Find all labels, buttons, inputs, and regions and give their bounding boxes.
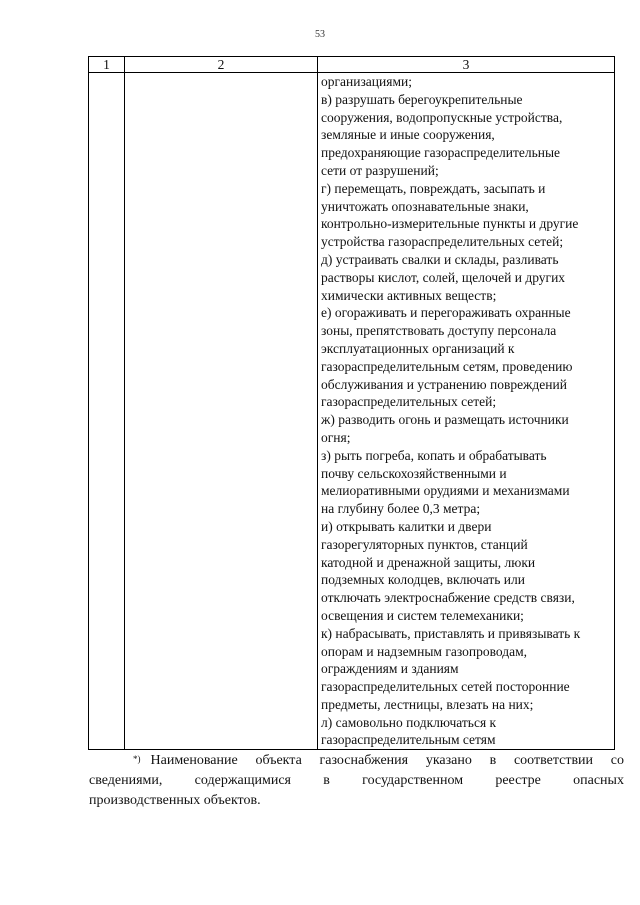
footnote-word: содержащимися	[194, 773, 291, 788]
footnote-word: опасных	[573, 773, 624, 788]
table-header-row	[89, 57, 615, 73]
footnote-word: сведениями,	[89, 773, 163, 788]
text-line: предметы, лестницы, влезать на них;	[321, 696, 534, 712]
text-line: освещения и систем телемеханики;	[321, 607, 524, 623]
text-line: на глубину более 0,3 метра;	[321, 501, 481, 517]
text-line: организациями;	[321, 74, 412, 89]
footnote-word	[133, 751, 238, 771]
footnote-line: производственных объектов.	[89, 793, 261, 808]
footnote-word: в	[323, 773, 330, 788]
footnote-word: реестре	[495, 773, 541, 788]
footnote-word: Наименование	[150, 753, 238, 768]
text-line: зоны, препятствовать доступу персонала	[321, 323, 557, 339]
text-line: г) перемещать, повреждать, засыпать и	[321, 180, 546, 196]
cell-column-3	[318, 73, 615, 750]
column-header-3: 3	[318, 57, 615, 73]
text-line: ограждениям и зданиям	[321, 661, 459, 677]
footnote-word: в	[489, 753, 497, 768]
text-line: мелиоративными орудиями и механизмами	[321, 483, 570, 499]
footnote-word: объекта	[255, 753, 302, 768]
column-header-2: 2	[125, 57, 318, 73]
page-number: 53	[315, 29, 325, 40]
footnote-line	[89, 771, 624, 791]
text-line: сети от разрушений;	[321, 162, 439, 178]
table-row	[89, 73, 615, 750]
text-line: в) разрушать берегоукрепительные	[321, 91, 523, 107]
text-line: эксплуатационных организаций к	[321, 340, 515, 356]
footnote-word: газоснабжения	[319, 753, 409, 768]
text-line: газораспределительных сетей;	[321, 394, 497, 410]
footnote-word: со	[610, 753, 624, 768]
text-line: д) устраивать свалки и склады, разливать	[321, 251, 559, 267]
text-line: уничтожать опознавательные знаки,	[321, 198, 529, 214]
text-line: сооружения, водопропускные устройства,	[321, 109, 563, 125]
text-line: устройства газораспределительных сетей;	[321, 234, 564, 250]
text-line: отключать электроснабжение средств связи,	[321, 590, 575, 606]
cell-column-1	[89, 73, 125, 750]
text-line: газораспределительным сетям	[321, 732, 496, 748]
text-line: и) открывать калитки и двери	[321, 518, 492, 534]
text-line: л) самовольно подключаться к	[321, 714, 497, 730]
text-line: газораспределительных сетей посторонние	[321, 679, 570, 695]
requirements-table	[88, 56, 615, 750]
text-line: почву сельскохозяйственными и	[321, 465, 507, 481]
text-line: к) набрасывать, приставлять и привязывать к	[321, 625, 581, 641]
text-line: газорегуляторных пунктов, станций	[321, 536, 528, 552]
text-line: земляные и иные сооружения,	[321, 127, 495, 143]
footnote-marker: *)	[133, 754, 141, 764]
text-line: огня;	[321, 429, 351, 445]
text-line: газораспределительным сетям, проведению	[321, 358, 573, 374]
footnote-line	[89, 751, 624, 771]
text-line: подземных колодцев, включать или	[321, 572, 525, 588]
text-line: предохраняющие газораспределительные	[321, 145, 561, 161]
text-line: е) огораживать и перегораживать охранные	[321, 305, 571, 321]
text-line: контрольно-измерительные пункты и другие	[321, 216, 579, 232]
text-line: ж) разводить огонь и размещать источники	[321, 412, 569, 428]
footnote	[89, 751, 624, 811]
footnote-word: государственном	[362, 773, 464, 788]
text-line: химически активных веществ;	[321, 287, 497, 303]
text-line: опорам и надземным газопроводам,	[321, 643, 527, 659]
cell-column-2	[125, 73, 318, 750]
text-line: з) рыть погреба, копать и обрабатывать	[321, 447, 547, 463]
text-line: обслуживания и устранению повреждений	[321, 376, 567, 392]
text-line: растворы кислот, солей, щелочей и других	[321, 269, 566, 285]
column-header-1: 1	[89, 57, 125, 73]
footnote-word: соответствии	[513, 753, 594, 768]
text-line: катодной и дренажной защиты, люки	[321, 554, 536, 570]
footnote-word: указано	[425, 753, 472, 768]
